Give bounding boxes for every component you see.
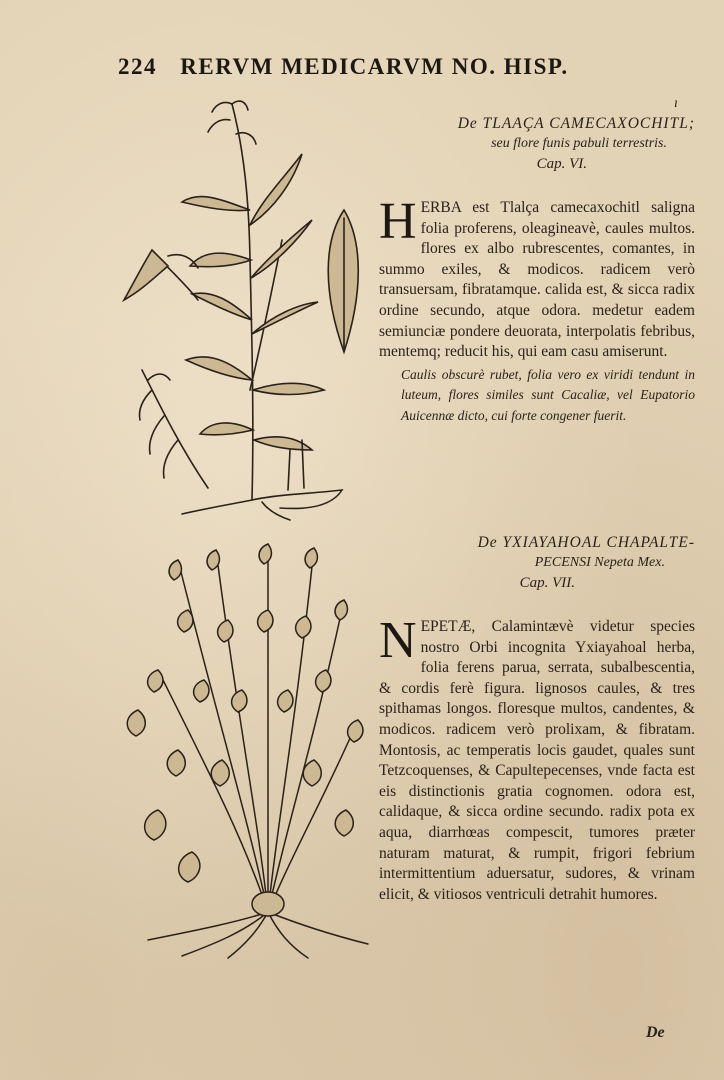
chapter-vi-drop-cap: H [379, 193, 417, 250]
chapter-vi-number: Cap. VI. [536, 156, 587, 172]
chapter-vii-number: Cap. VII. [519, 575, 575, 591]
chapter-vi-body [379, 193, 695, 363]
nepeta-plant-icon [118, 520, 376, 962]
page-number: 224 [118, 54, 157, 79]
chapter-vi-subtitle: seu flore funis pabuli terrestris. [491, 136, 667, 151]
running-head [118, 54, 618, 80]
chapter-vi-text: ERBA est Tlalça camecaxochitl saligna folia proferens, oleagineavè, caules multos. flores ex albo rubrescentes, comantes, in summo exiles, & modicos. radicem verò transuersam, fibratamque. calida est, & sicca radix ordine secundo, atque odora. medetur eadem semiunciæ pondere deuorata, interpolatis febribus, mentemq; reducit his, qui eam casu amiserunt. [379, 199, 695, 361]
chapter-vi [379, 114, 695, 427]
chapter-vii-title: De YXIAYAHOAL CHAPALTE- [477, 534, 695, 551]
margin-mark: ı [674, 96, 678, 111]
catchword: De [646, 1024, 665, 1041]
chapter-vi-title: De TLAAÇA CAMECAXOCHITL; [457, 115, 695, 132]
chapter-vi-note: Caulis obscurè rubet, folia vero ex viridi tendunt in luteum, flores similes sunt Cacaliæ, vel Eupatorio Auicennæ dicto, cui forte congener fuerit. [401, 366, 695, 423]
running-title: RERVM MEDICARVM NO. HISP. [180, 54, 569, 79]
chapter-vi-heading [379, 114, 695, 174]
chapter-vii-heading [379, 533, 695, 593]
chapter-vii-drop-cap: N [379, 612, 417, 669]
tlalca-camecaxochitl-plant-icon [112, 90, 374, 522]
chapter-vii [379, 533, 695, 905]
chapter-vii-text: EPETÆ, Calamintævè videtur species nostro Orbi incognita Yxiayahoal herba, folia ferens parua, serrata, subalbescentia, & cordis ferè figura. lignosos caules, & tres spithamas longos. floresque multos, candentes, & modicos. radicem verò prolixam, & fibratam. Montosis, ac temperatis locis gaudet, quales sunt Tetzcoquenses, & Capultepecenses, vnde facta est eis distinctionis gratia cognomen. odora est, calidaque, & sicca ordine secundo. radix pota ex aqua, diarrhœas compescit, tumores præter naturam maturat, & rumpit, frigori febrium intermittentium aduersatur, sudores, & vrinam elicit, & vitiosos ventriculi detrahit humores. [379, 618, 695, 903]
chapter-vii-body [379, 612, 695, 905]
chapter-vii-subtitle: PECENSI Nepeta Mex. [534, 555, 665, 570]
